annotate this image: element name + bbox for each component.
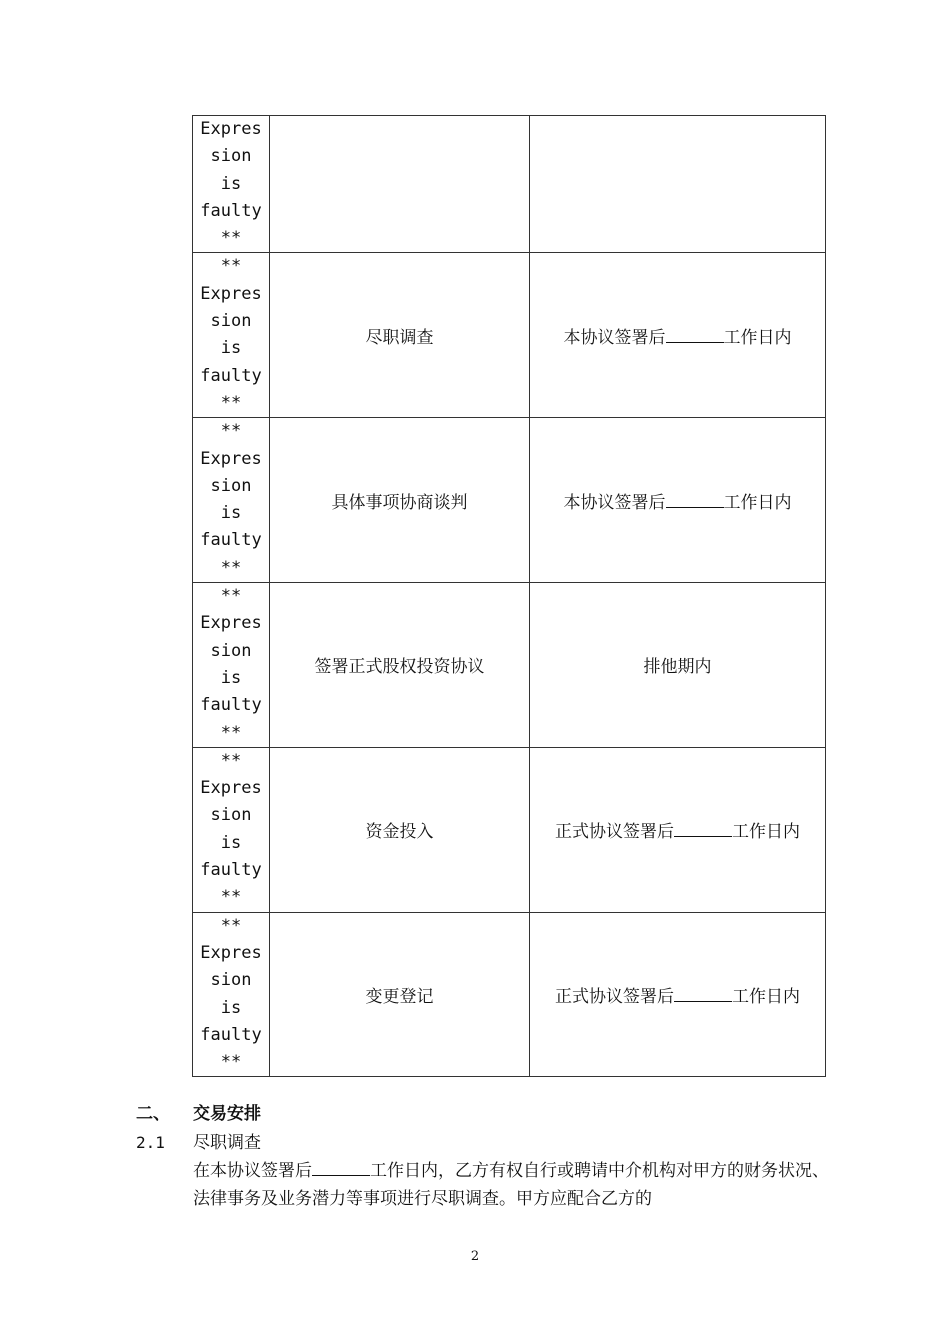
row-number: ** Expres sion is faulty **: [193, 418, 270, 583]
row-item: [270, 116, 530, 253]
body-paragraph: 在本协议签署后 工作日内，乙方有权自行或聘请中介机构对甲方的财务状况、法律事务及业务潜力等事项进行尽职调查。甲方应配合乙方的: [193, 1157, 833, 1213]
row-item: 变更登记: [270, 912, 530, 1077]
table-row: [193, 583, 826, 748]
table-row: [193, 418, 826, 583]
section-number: 二、: [136, 1104, 170, 1124]
row-time: 排他期内: [530, 583, 826, 748]
fill-blank: [674, 819, 732, 837]
page-number: 2: [470, 1249, 480, 1264]
row-number: ** Expres sion is faulty **: [193, 912, 270, 1077]
fill-blank: [666, 325, 724, 343]
row-item: 签署正式股权投资协议: [270, 583, 530, 748]
row-item: 资金投入: [270, 747, 530, 912]
table-row: [193, 116, 826, 253]
row-item: 具体事项协商谈判: [270, 418, 530, 583]
row-time: [530, 116, 826, 253]
table-row: [193, 912, 826, 1077]
row-time: 本协议签署后 工作日内: [530, 253, 826, 418]
row-number: ** Expres sion is faulty **: [193, 253, 270, 418]
subsection-heading: [136, 1128, 261, 1153]
row-item: 尽职调查: [270, 253, 530, 418]
row-time: 本协议签署后 工作日内: [530, 418, 826, 583]
table-row: [193, 747, 826, 912]
section-title: 交易安排: [193, 1104, 261, 1124]
row-time: 正式协议签署后 工作日内: [530, 747, 826, 912]
section-heading: [136, 1099, 261, 1124]
schedule-table: [192, 115, 826, 1077]
row-time: 正式协议签署后 工作日内: [530, 912, 826, 1077]
row-number: ** Expres sion is faulty **: [193, 747, 270, 912]
row-number: Expres sion is faulty **: [193, 116, 270, 253]
fill-blank: [666, 490, 724, 508]
fill-blank: [674, 984, 732, 1002]
row-number: ** Expres sion is faulty **: [193, 583, 270, 748]
fill-blank: [312, 1158, 370, 1176]
subsection-title: 尽职调查: [193, 1133, 261, 1153]
subsection-number: 2.1: [136, 1133, 165, 1152]
table-row: [193, 253, 826, 418]
